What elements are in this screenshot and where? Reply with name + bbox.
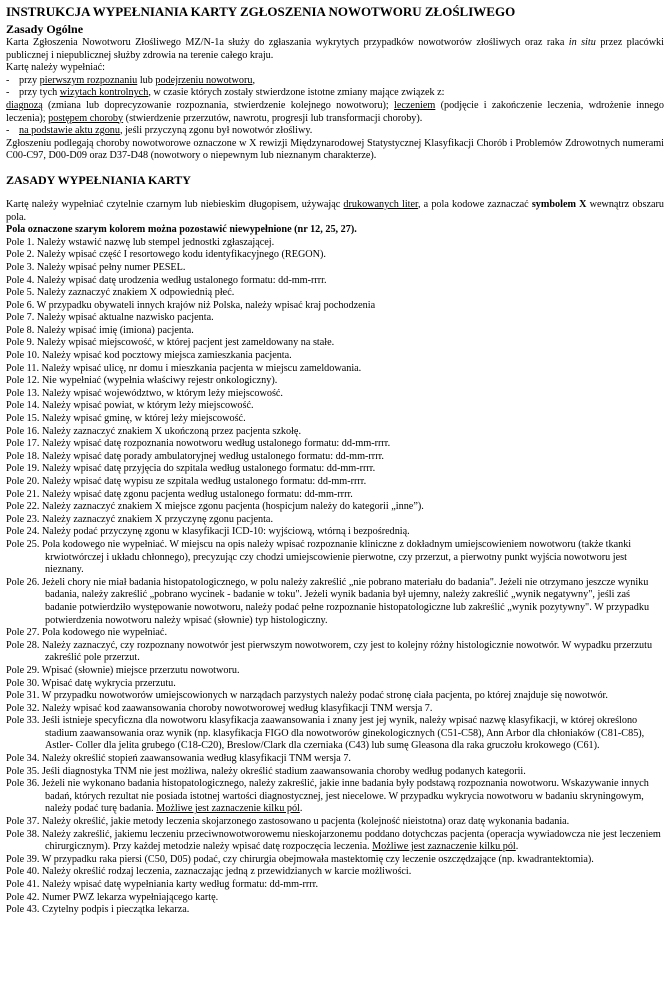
field-22: Pole 22. Należy zaznaczyć znakiem X miejsce zgonu pacjenta (hospicjum należy do kategorii „inne”). [6, 501, 424, 513]
fill-when: Kartę należy wypełniać: [6, 62, 105, 74]
field-14: Pole 14. Należy wpisać powiat, w którym leży miejscowość. [6, 400, 254, 412]
field-28: Pole 28. Należy zaznaczyć, czy rozpoznany nowotwór jest pierwszym nowotworem, czy jest to kolejny różny histologicznie nowotwór. W wypadku przerzutu zakreślić pole przerzut. [6, 639, 653, 664]
field-20: Pole 20. Należy wpisać datę wypisu ze szpitala według ustalonego formatu: dd-mm-rrrr. [6, 476, 367, 487]
field-25: Pole 25. Pola kodowego nie wypełniać. W miejscu na opis należy wpisać rozpoznanie kliniczne z dokładnym umiejscowieniem nowotworu (także tkanki krwiotwórczej i układu chłonnego), precyzując czy chodzi umiejscowienie pierwotne, czy przerzut, a pierwotny punkt wyjścia nowotworu jest nieznany. [6, 538, 632, 576]
field-9: Pole 9. Należy wpisać miejscowość, w której pacjent jest zameldowany na stałe. [6, 337, 335, 349]
gray-fields-note: Pola oznaczone szarym kolorem można pozostawić niewypełnione (nr 12, 25, 27). [6, 224, 357, 236]
field-15: Pole 15. Należy wpisać gminę, w której leży miejscowość. [6, 413, 246, 425]
field-40: Pole 40. Należy określić rodzaj leczenia, zaznaczając jedną z przewidzianych w karcie możliwości. [6, 866, 412, 878]
field-35: Pole 35. Jeśli diagnostyka TNM nie jest możliwa, należy określić stadium zaawansowania choroby według podanych kategorii. [6, 765, 526, 777]
field-24: Pole 24. Należy podać przyczynę zgonu w klasyfikacji ICD-10: wyjściową, wtórną i bezpośrednią. [6, 526, 410, 538]
field-16: Pole 16. Należy zaznaczyć znakiem X ukończoną przez pacjenta szkołę. [6, 425, 302, 437]
field-30: Pole 30. Wpisać datę wykrycia przerzutu. [6, 677, 176, 689]
field-23: Pole 23. Należy zaznaczyć znakiem X przyczynę zgonu pacjenta. [6, 513, 274, 525]
field-12: Pole 12. Nie wypełniać (wypełnia właściwy rejestr onkologiczny). [6, 375, 278, 387]
field-33: Pole 33. Jeśli istnieje specyficzna dla nowotworu klasyfikacja zaawansowania i znany jest jej wynik, należy wpisać nazwę klasyfikacji, w której określono stadium zaawansowania oraz wynik (np. klasyfikacja FIGO dla nowotworów ginekologicznych (C51-C58), Ann Arbor dla chłoniaków (C81-C85), Astler- Coller dla jelita grubego (C18-C20), Breslow/Clark dla czerniaka (C43) lub sumę Gleasona dla raka gruczołu krokowego (C61). [6, 715, 645, 752]
field-18: Pole 18. Należy wpisać datę porady ambulatoryjnej według ustalonego formatu: dd-mm-rrrr. [6, 450, 384, 462]
field-1: Pole 1. Należy wstawić nazwę lub stempel jednostki zgłaszającej. [6, 236, 275, 248]
field-8: Pole 8. Należy wpisać imię (imiona) pacjenta. [6, 324, 194, 336]
rules-intro: Kartę należy wypełniać czytelnie czarnym lub niebieskim długopisem, używając drukowanych liter, a pola kodowe zaznaczać symbolem X wewnątrz obszaru pola. [6, 198, 665, 223]
document-title: INSTRUKCJA WYPEŁNIANIA KARTY ZGŁOSZENIA NOWOTWORU ZŁOŚLIWEGO [6, 4, 516, 19]
field-13: Pole 13. Należy wpisać województwo, w którym leży miejscowość. [6, 387, 283, 399]
field-43: Pole 43. Czytelny podpis i pieczątka lekarza. [6, 904, 190, 916]
bullet-first-diagnosis: - przy pierwszym rozpoznaniu lub podejrzeniu nowotworu, [6, 74, 255, 86]
general-intro [6, 37, 664, 62]
field-17: Pole 17. Należy wpisać datę rozpoznania nowotworu według ustalonego formatu: dd-mm-rrrr. [6, 438, 391, 450]
bullet-control-visits: - przy tych wizytach kontrolnych, w czasie których zostały stwierdzone istotne zmiany mające związek z: [6, 87, 445, 99]
field-19: Pole 19. Należy wpisać datę przyjęcia do szpitala według ustalonego formatu: dd-mm-rrrr. [6, 463, 376, 475]
multi-note: Możliwe jest zaznaczenie kilku pól [156, 803, 300, 815]
field-37: Pole 37. Należy określić, jakie metody leczenia skojarzonego zastosowano u pacjenta (kolejność nieistotna) oraz datę wykonania badania. [6, 816, 570, 828]
field-32: Pole 32. Należy wpisać kod zaawansowania choroby nowotworowej według klasyfikacji TNM wersja 7. [6, 702, 433, 714]
field-29: Pole 29. Wpisać (słownie) miejsce przerzutu nowotworu. [6, 664, 240, 676]
field-4: Pole 4. Należy wpisać datę urodzenia według ustalonego formatu: dd-mm-rrrr. [6, 274, 327, 286]
field-36: Pole 36. Jeżeli nie wykonano badania histopatologicznego, należy zakreślić, jakie inne badania były podstawą rozpoznania nowotworu. Wskazywanie innych badań, których rezultat nie posiada istotnej wartości diagnostycznej, jest niecelowe. W przypadku wykrycia nowotworu w badaniu skryningowym, należy podać turę badania. Możliwe jest zaznaczenie kilku pól. [6, 778, 649, 815]
field-39: Pole 39. W przypadku raka piersi (C50, D05) podać, czy chirurgia obejmowała mastektomię czy leczenie oszczędzające (np. kwadrantektomia). [6, 853, 594, 865]
field-26: Pole 26. Jeżeli chory nie miał badania histopatologicznego, w polu należy zakreślić „nie pobrano materiału do badania". Jeżeli nie otrzymano jeszcze wyniku badania, należy zakreślić „pobrano wycinek - badanie w toku". Jeżeli wynik badania był ujemny, należy zakreślić „wynik negatywny", jeśli zaś badanie potwierdziło występowanie nowotworu, należy podać pełne rozpoznanie histopatologiczne lub zakreślić „wynik pozytywny". W przypadku potwierdzenia nowotworu należy wpisać (słownie) typ histologiczny. [6, 576, 650, 626]
intro-italic: in situ [568, 37, 596, 48]
changes-description: diagnozą (zmiana lub doprecyzowanie rozpoznania, stwierdzenie kolejnego nowotworu); leczeniem (podjęcie i zakończenie leczenia, wdrożenie innego leczenia); postępem choroby (stwierdzenie przerzutów, nawrotu, progresji lub transformacji choroby). [6, 99, 664, 124]
field-42: Pole 42. Numer PWZ lekarza wypełniającego kartę. [6, 891, 219, 903]
intro-text-end: przez placówki publicznej i niepublicznej służby zdrowia na terenie całego kraju. [6, 37, 664, 61]
field-41: Pole 41. Należy wpisać datę wypełniania karty według formatu: dd-mm-rrrr. [6, 879, 319, 890]
field-3: Pole 3. Należy wpisać pełny numer PESEL. [6, 261, 186, 273]
field-21: Pole 21. Należy wpisać datę zgonu pacjenta według ustalonego formatu: dd-mm-rrrr. [6, 488, 353, 500]
field-34: Pole 34. Należy określić stopień zaawansowania według klasyfikacji TNM wersja 7. [6, 753, 351, 765]
field-11: Pole 11. Należy wpisać ulicę, nr domu i mieszkania pacjenta w miejscu zameldowania. [6, 362, 362, 374]
rules-heading: ZASADY WYPEŁNIANIA KARTY [6, 172, 191, 187]
bullet-death-certificate: - na podstawie aktu zgonu, jeśli przyczyną zgonu był nowotwór złośliwy. [6, 125, 313, 137]
field-10: Pole 10. Należy wpisać kod pocztowy miejsca zamieszkania pacjenta. [6, 350, 292, 362]
field-31: Pole 31. W przypadku nowotworów umiejscowionych w narządach parzystych należy podać stronę ciała pacjenta, po której znajduje się nowotwór. [6, 690, 608, 702]
field-2: Pole 2. Należy wpisać część I resortowego kodu identyfikacyjnego (REGON). [6, 249, 326, 261]
fields-list [6, 237, 664, 917]
field-7: Pole 7. Należy wpisać aktualne nazwisko pacjenta. [6, 312, 214, 324]
field-6: Pole 6. W przypadku obywateli innych krajów niż Polska, należy wpisać kraj pochodzenia [6, 299, 376, 311]
field-38: Pole 38. Należy zakreślić, jakiemu leczeniu przeciwnowotworowemu nieskojarzonemu poddano dotychczas pacjenta (operacja wywiadowcza nie jest leczeniem chirurgicznym). Przy każdej metodzie należy wpisać datę rozpoczęcia leczenia. Możliwe jest zaznaczenie kilku pól. [6, 828, 661, 853]
icd-scope: Zgłoszeniu podlegają choroby nowotworowe oznaczone w X rewizji Międzynarodowej Statystycznej Klasyfikacji Chorób i Problemów Zdrowotnych numerami C00-C97, D00-D09 oraz D37-D48 (nowotwory o niepewnym lub nieznanym charakterze). [6, 137, 664, 162]
multi-note: Możliwe jest zaznaczenie kilku pól [372, 841, 516, 853]
field-5: Pole 5. Należy zaznaczyć znakiem X odpowiednią płeć. [6, 287, 235, 299]
field-27: Pole 27. Pola kodowego nie wypełniać. [6, 627, 167, 639]
general-heading: Zasady Ogólne [6, 22, 84, 36]
intro-text: Karta Zgłoszenia Nowotworu Złośliwego MZ/N-1a służy do zgłaszania wykrytych przypadków nowotworów złośliwych oraz raka [6, 37, 569, 48]
